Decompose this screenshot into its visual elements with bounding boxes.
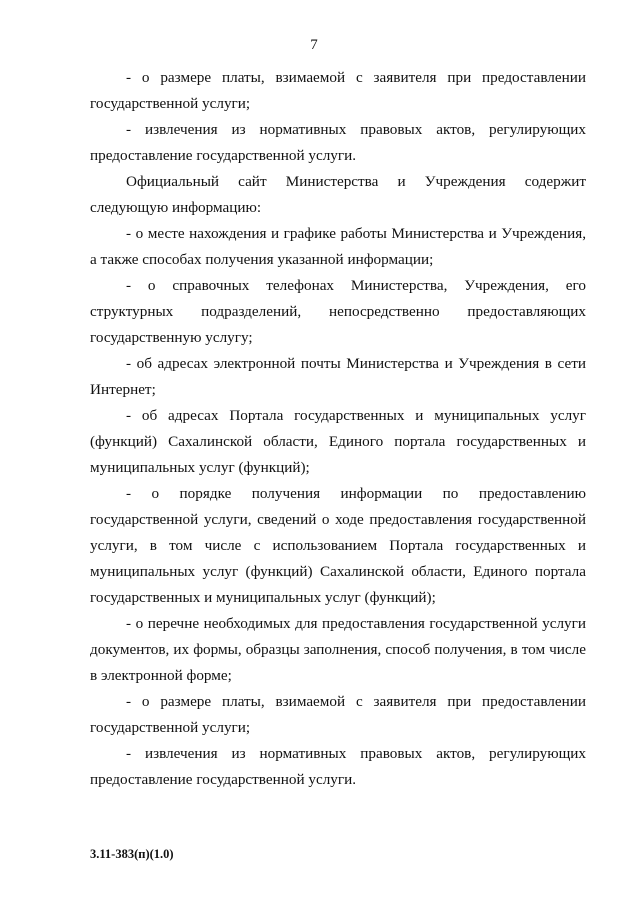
page-number: 7 [310,37,318,53]
paragraph: - о месте нахождения и графике работы Министерства и Учреждения, а также способах получения указанной информации; [90,225,586,268]
paragraph: - о размере платы, взимаемой с заявителя при предоставлении государственной услуги; [90,693,586,736]
paragraph: - извлечения из нормативных правовых актов, регулирующих предоставление государственной услуги. [90,121,586,164]
paragraph: - о порядке получения информации по предоставлению государственной услуги, сведений о ходе предоставления государственной услуги, в том числе с использованием Портала государственных и муниципальных услуг (функций) Сахалинской области, Единого портала государственных и муниципальных услуг (функций); [90,485,586,606]
paragraph: - извлечения из нормативных правовых актов, регулирующих предоставление государственной услуги. [90,745,586,788]
paragraph: - о размере платы, взимаемой с заявителя при предоставлении государственной услуги; [90,69,586,112]
paragraph: Официальный сайт Министерства и Учреждения содержит следующую информацию: [90,173,586,216]
paragraph: - об адресах электронной почты Министерства и Учреждения в сети Интернет; [90,355,586,398]
paragraph: - об адресах Портала государственных и муниципальных услуг (функций) Сахалинской области, Единого портала государственных и муниципальных услуг (функций); [90,407,586,476]
paragraph: - о перечне необходимых для предоставления государственной услуги документов, их формы, образцы заполнения, способ получения, в том числе в электронной форме; [90,615,586,684]
document-body [90,65,586,793]
document-code: 3.11-383(п)(1.0) [90,847,174,861]
paragraph: - о справочных телефонах Министерства, Учреждения, его структурных подразделений, непосредственно предоставляющих государственную услугу; [90,277,586,346]
